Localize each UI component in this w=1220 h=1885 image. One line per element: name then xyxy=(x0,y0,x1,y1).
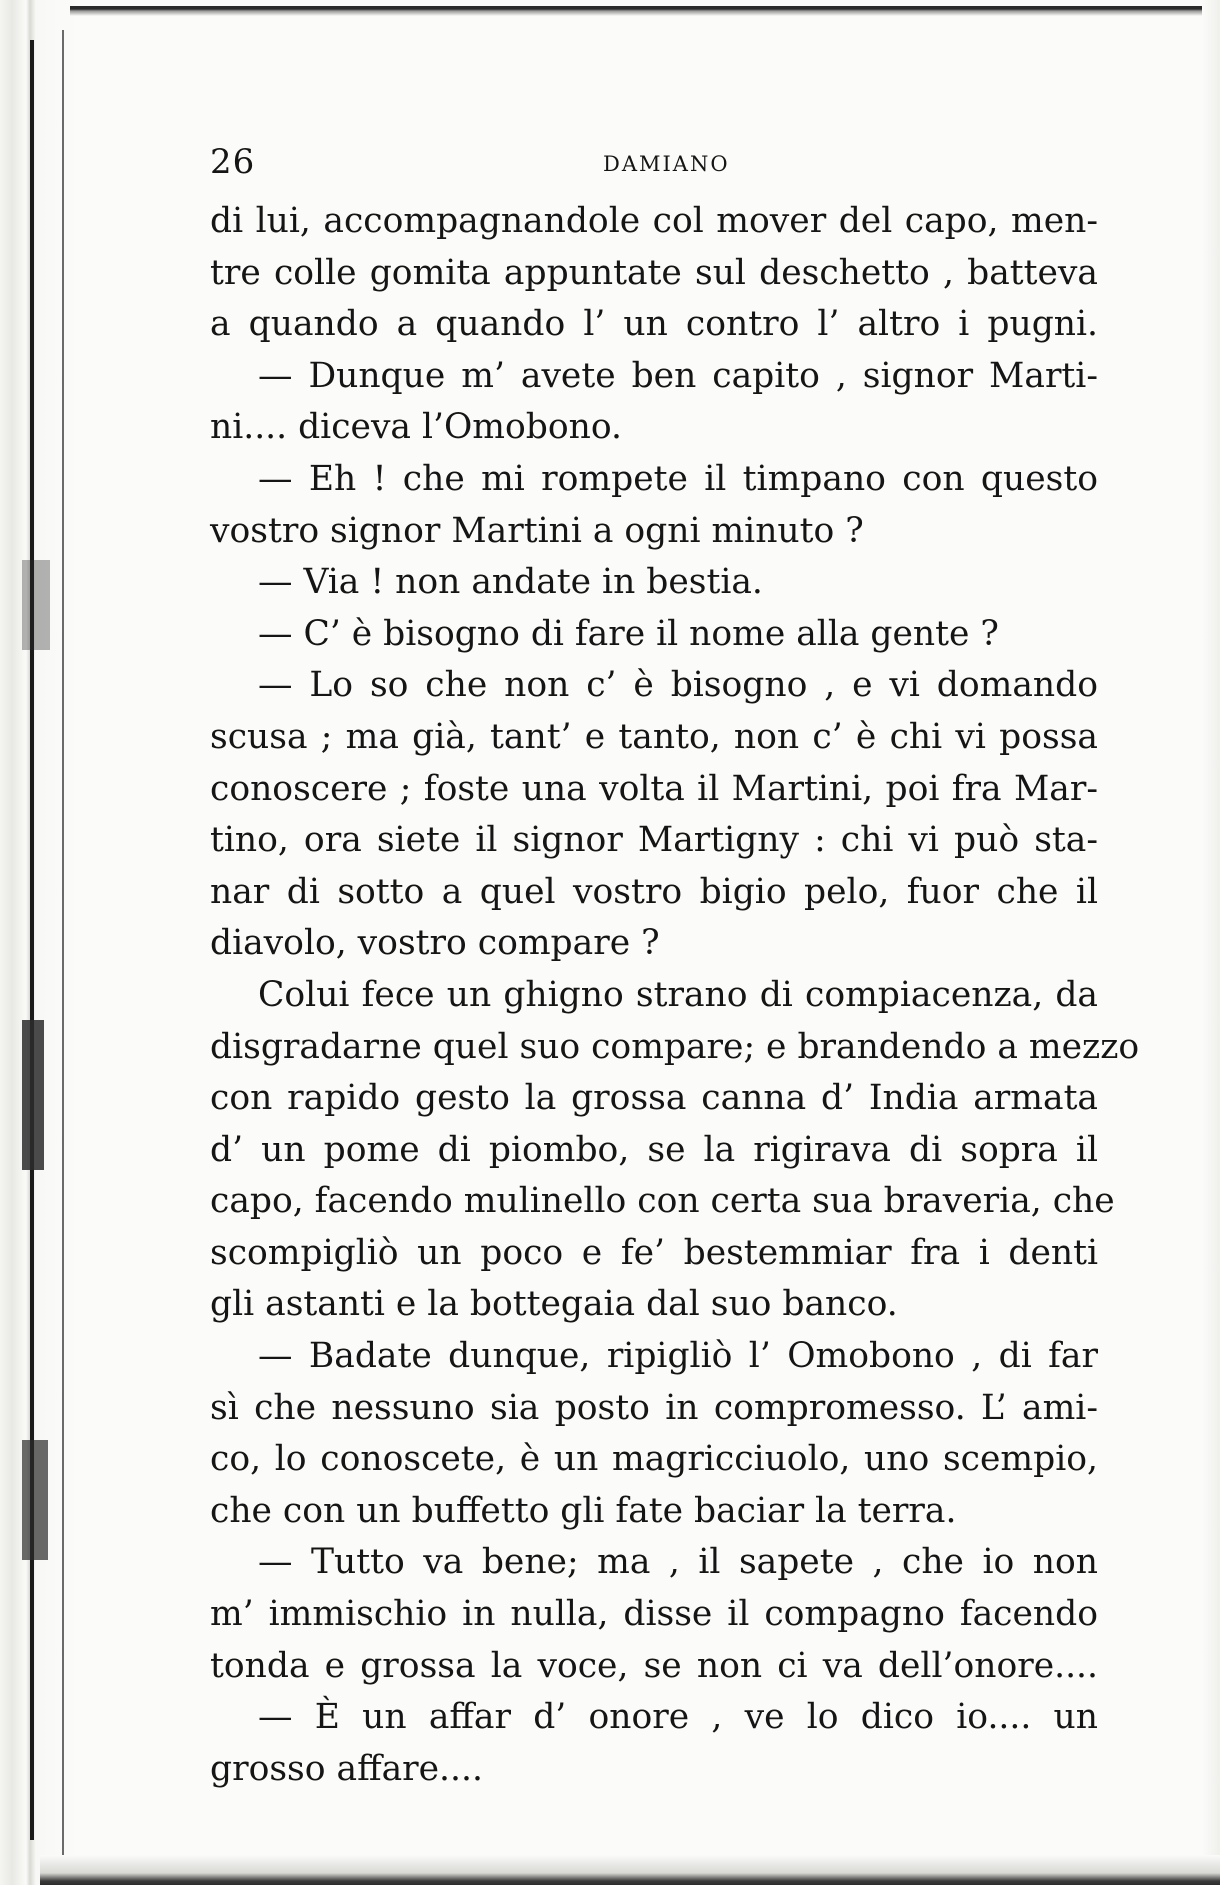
binding-shadow-2 xyxy=(22,1020,44,1170)
text-line: grosso affare.... xyxy=(210,1748,483,1789)
text-line: con rapido gesto la grossa canna d’ India armata xyxy=(210,1078,1098,1119)
text-line: di lui, accompagnandole col mover del capo, men- xyxy=(210,201,1098,241)
text-line: ni.... diceva l’Omobono. xyxy=(210,407,622,448)
binding-edge xyxy=(0,0,80,1885)
text-line: vostro signor Martini a ogni minuto ? xyxy=(210,510,864,551)
text-line: — Tutto va bene; ma , il sapete , che io non xyxy=(258,1542,1098,1583)
text-line: sì che nessuno sia posto in compromesso. L’ ami- xyxy=(210,1387,1098,1428)
text-line: conoscere ; foste una volta il Martini, poi fra Mar- xyxy=(210,768,1098,809)
text-line: — Via ! non andate in bestia. xyxy=(258,562,763,603)
text-line: scusa ; ma già, tant’ e tanto, non c’ è chi vi possa xyxy=(210,716,1098,757)
text-line: — Eh ! che mi rompete il timpano con questo xyxy=(258,458,1098,499)
text-line: diavolo, vostro compare ? xyxy=(210,923,660,964)
text-line: — C’ è bisogno di fare il nome alla gente ? xyxy=(258,613,999,654)
running-title: DAMIANO xyxy=(603,152,730,176)
top-border xyxy=(70,6,1220,16)
page-number: 26 xyxy=(210,142,256,182)
text-line: co, lo conoscete, è un magricciuolo, uno scempio, xyxy=(210,1439,1098,1480)
right-edge xyxy=(1202,0,1220,1885)
text-line: tonda e grossa la voce, se non ci va dell’onore.... xyxy=(210,1645,1098,1686)
text-line: che con un buffetto gli fate baciar la terra. xyxy=(210,1490,957,1531)
binding-shadow-1 xyxy=(22,560,50,650)
text-line: — È un affar d’ onore , ve lo dico io.... un xyxy=(258,1697,1098,1738)
text-line: — Dunque m’ avete ben capito , signor Marti- xyxy=(258,355,1098,396)
text-line: capo, facendo mulinello con certa sua braveria, che xyxy=(210,1181,1115,1222)
text-line: m’ immischio in nulla, disse il compagno facendo xyxy=(210,1594,1098,1635)
binding-shadow-3 xyxy=(22,1440,48,1560)
left-inner-line xyxy=(62,30,64,1860)
text-line: scompigliò un poco e fe’ bestemmiar fra i denti xyxy=(210,1232,1098,1273)
text-line: gli astanti e la bottegaia dal suo banco. xyxy=(210,1284,898,1325)
text-line: Colui fece un ghigno strano di compiacenza, da xyxy=(258,974,1098,1015)
text-line: tino, ora siete il signor Martigny : chi vi può sta- xyxy=(210,820,1098,861)
text-line: disgradarne quel suo compare; e brandendo a mezzo xyxy=(210,1026,1140,1067)
left-border-line xyxy=(30,40,34,1840)
text-line: nar di sotto a quel vostro bigio pelo, fuor che il xyxy=(210,871,1098,912)
text-line: — Lo so che non c’ è bisogno , e vi domando xyxy=(258,665,1098,706)
running-head xyxy=(210,142,1110,182)
text-line: — Badate dunque, ripigliò l’ Omobono , di far xyxy=(258,1336,1098,1377)
text-line: tre colle gomita appuntate sul deschetto , batteva xyxy=(210,252,1098,293)
text-line: a quando a quando l’ un contro l’ altro i pugni. xyxy=(210,304,1098,345)
text-line: d’ un pome di piombo, se la rigirava di sopra il xyxy=(210,1129,1098,1170)
bottom-border xyxy=(40,1855,1220,1885)
body-text xyxy=(210,196,1140,1795)
